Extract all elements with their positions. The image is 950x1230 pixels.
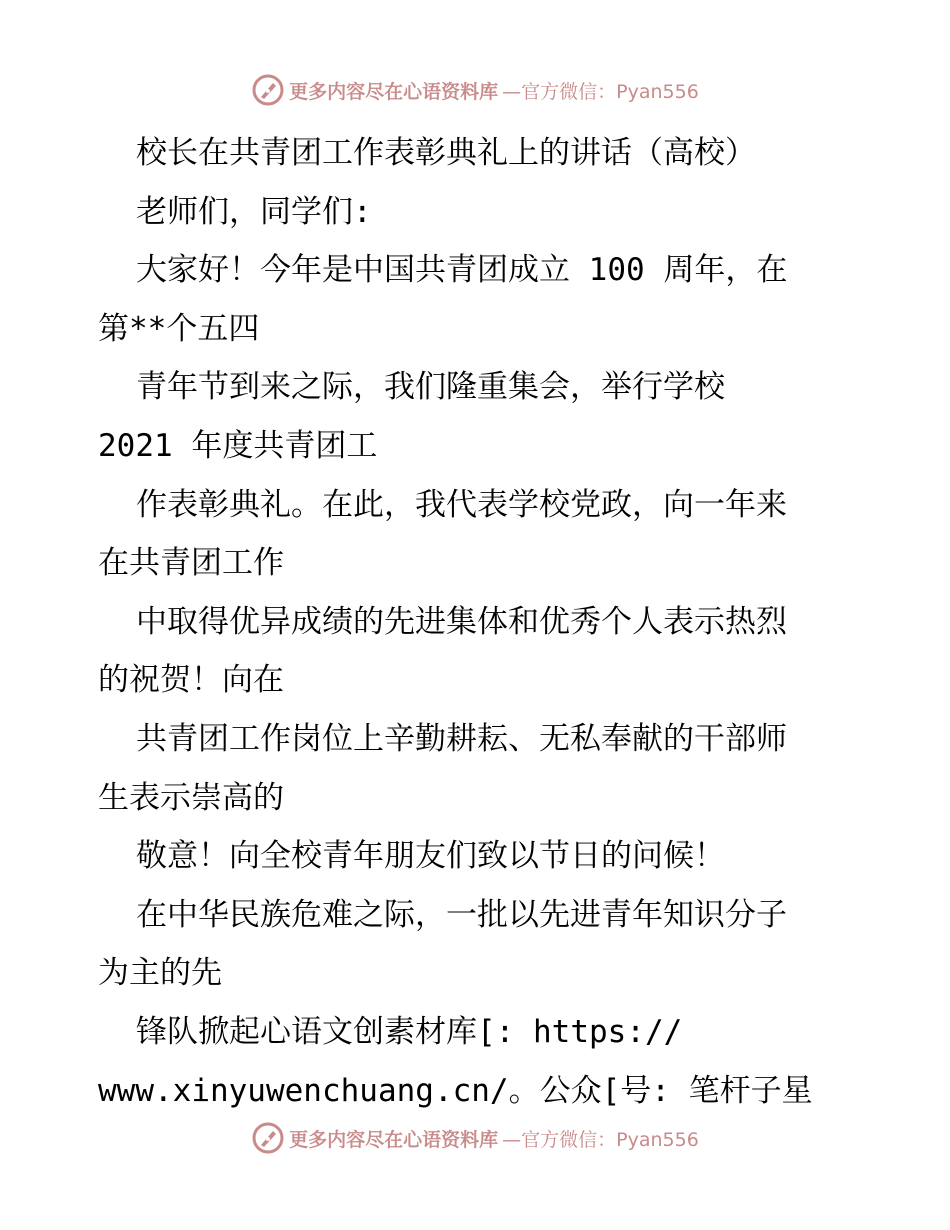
salutation-line: 老师们，同学们: — [136, 193, 372, 230]
document-body — [98, 124, 858, 1120]
body-line: 敬意！向全校青年朋友们致以节日的问候！ — [136, 838, 725, 875]
body-line: 的祝贺！向在 — [98, 662, 284, 699]
banner-wechat-text: —官方微信：Pyan556 — [502, 1128, 699, 1151]
body-line: 共青团工作岗位上辛勤耕耘、无私奉献的干部师 — [136, 720, 787, 757]
body-line: 2021 年度共青团工 — [98, 427, 378, 464]
body-line: 青年节到来之际，我们隆重集会，举行学校 — [136, 369, 725, 406]
body-line: 中取得优异成绩的先进集体和优秀个人表示热烈 — [136, 603, 787, 640]
document-title: 校长在共青团工作表彰典礼上的讲话（高校） — [136, 135, 756, 171]
pen-nib-circle-icon — [251, 1121, 285, 1155]
footer-watermark-banner — [0, 1118, 950, 1158]
banner-main-text: 更多内容尽在心语资料库 — [289, 1128, 499, 1151]
body-line: 第**个五四 — [98, 310, 260, 347]
body-line: 在共青团工作 — [98, 545, 284, 582]
body-line: 锋队掀起心语文创素材库[: https:// — [136, 1013, 683, 1050]
body-line: 作表彰典礼。在此，我代表学校党政，向一年来 — [136, 486, 787, 523]
body-line: 为主的先 — [98, 955, 222, 992]
body-line: 生表示崇高的 — [98, 779, 284, 816]
banner-main-text: 更多内容尽在心语资料库 — [289, 80, 499, 103]
body-line: 大家好！今年是中国共青团成立 100 周年，在 — [136, 252, 788, 289]
banner-wechat-text: —官方微信：Pyan556 — [502, 80, 699, 103]
pen-nib-circle-icon — [251, 73, 285, 107]
header-watermark-banner — [0, 70, 950, 110]
body-line: www.xinyuwenchuang.cn/。公众[号: 笔杆子星 — [98, 1072, 813, 1109]
body-line: 在中华民族危难之际，一批以先进青年知识分子 — [136, 896, 787, 933]
